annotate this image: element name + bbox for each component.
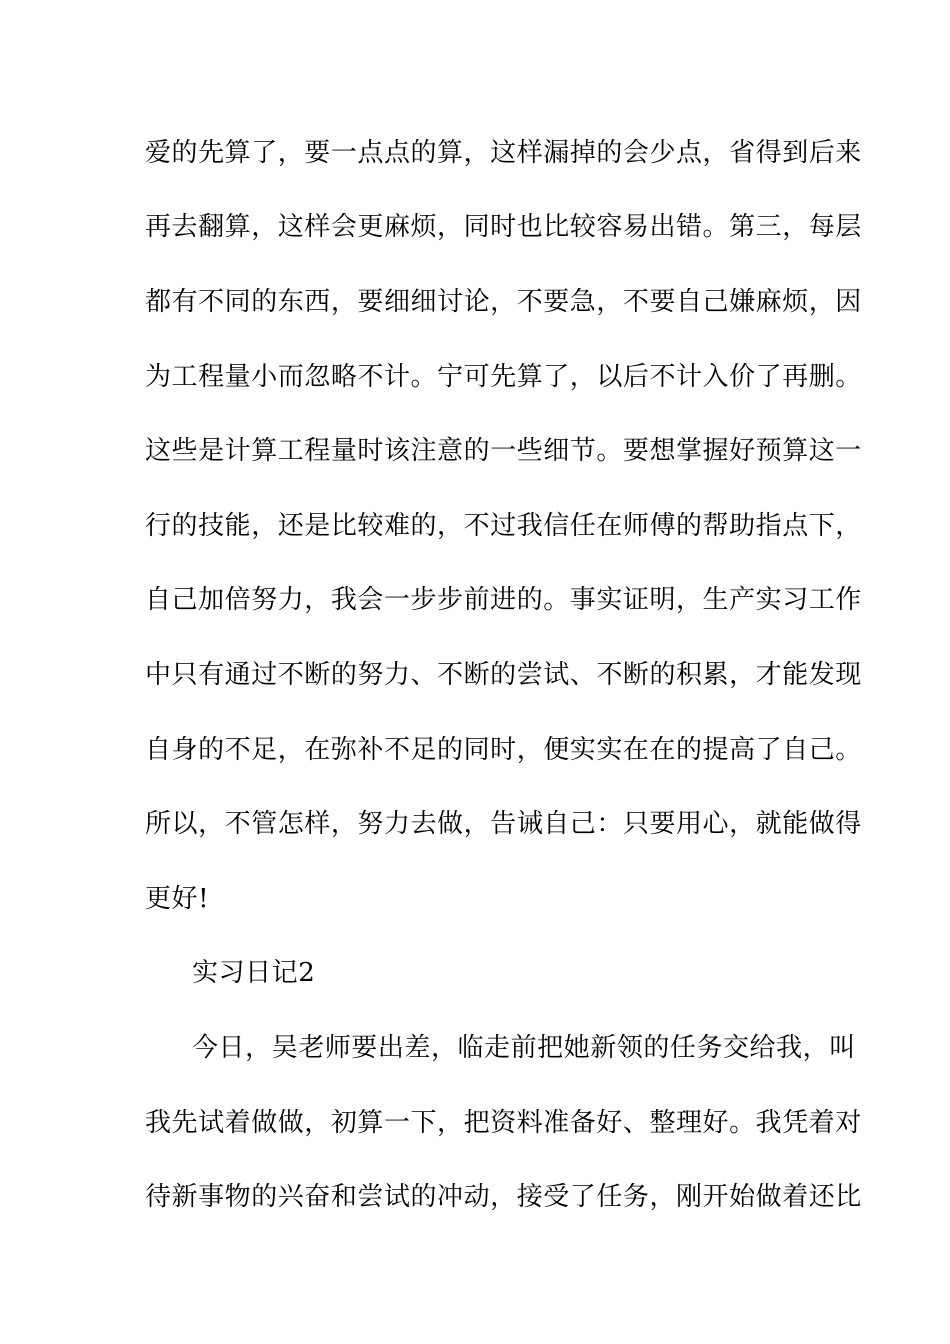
body-line-2: 再去翻算，这样会更麻烦，同时也比较容易出错。第三，每层 (145, 212, 862, 242)
body-line-14: 待新事物的兴奋和尝试的冲动，接受了任务，刚开始做着还比 (145, 1182, 862, 1212)
body-line-10: 所以，不管怎样，努力去做，告诫自己：只要用心，就能做得 (145, 809, 862, 839)
body-line-7: 自己加倍努力，我会一步步前进的。事实证明，生产实习工作 (145, 585, 862, 615)
section-heading: 实习日记2 (192, 958, 316, 988)
body-line-6: 行的技能，还是比较难的，不过我信任在师傅的帮助指点下， (145, 511, 862, 541)
body-line-5: 这些是计算工程量时该注意的一些细节。要想掌握好预算这一 (145, 436, 862, 466)
body-line-12: 今日，吴老师要出差，临走前把她新领的任务交给我，叫 (192, 1033, 856, 1063)
body-line-9: 自身的不足，在弥补不足的同时，便实实在在的提高了自己。 (145, 735, 862, 765)
body-line-8: 中只有通过不断的努力、不断的尝试、不断的积累，才能发现 (145, 660, 862, 690)
body-line-13: 我先试着做做，初算一下，把资料准备好、整理好。我凭着对 (145, 1108, 862, 1138)
body-line-1: 爱的先算了，要一点点的算，这样漏掉的会少点，省得到后来 (145, 138, 862, 168)
body-line-11: 更好! (145, 884, 210, 914)
body-line-3: 都有不同的东西，要细细讨论，不要急，不要自己嫌麻烦，因 (145, 287, 862, 317)
body-line-4: 为工程量小而忽略不计。宁可先算了，以后不计入价了再删。 (145, 362, 862, 392)
